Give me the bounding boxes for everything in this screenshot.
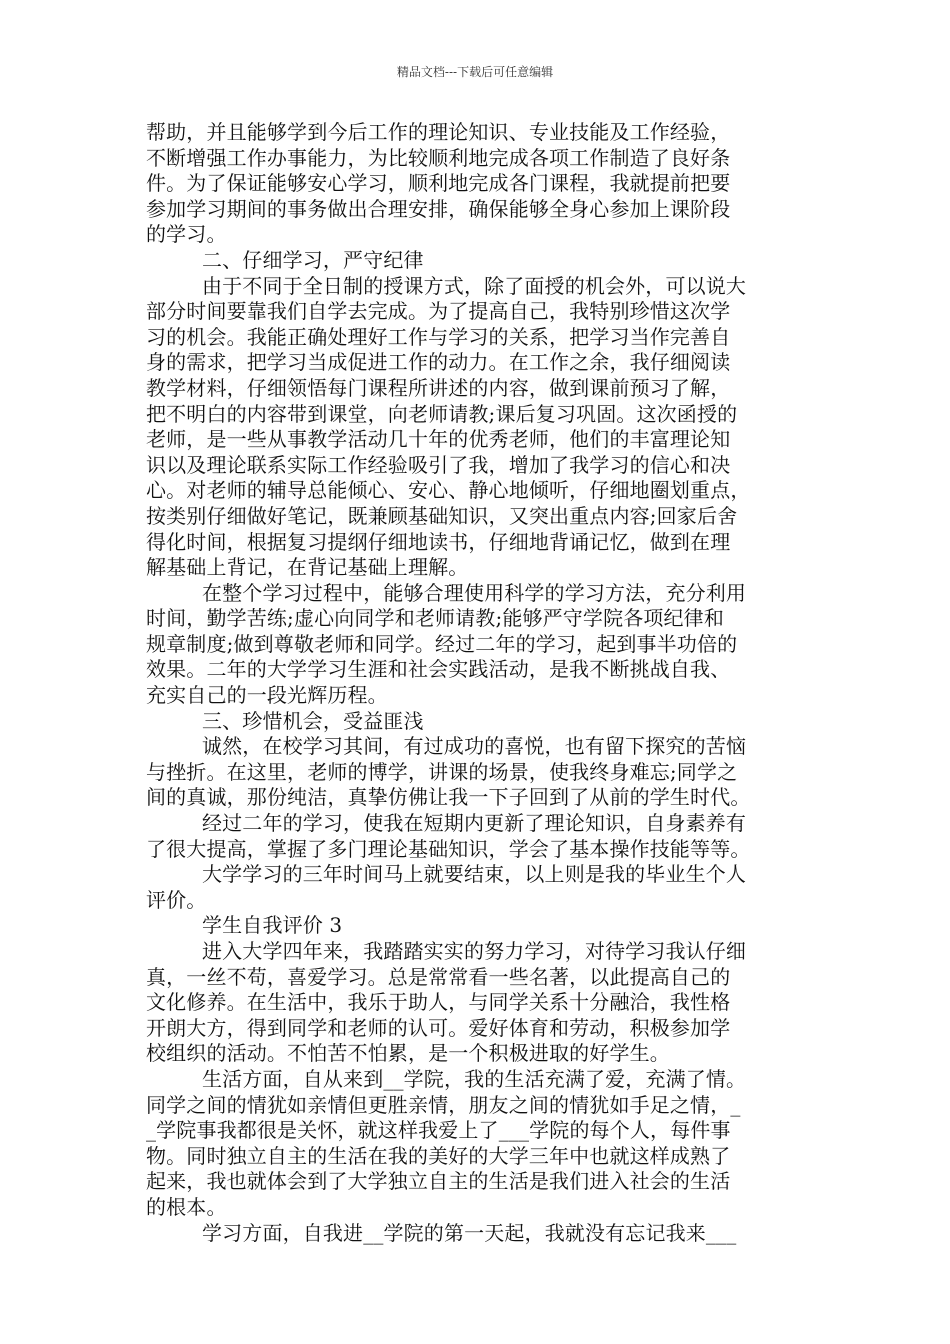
text-line: 大学学习的三年时间马上就要结束，以上则是我的毕业生个人 (202, 862, 747, 887)
text-line: 诚然，在校学习其间，有过成功的喜悦，也有留下探究的苦恼 (202, 734, 747, 759)
text-line: 进入大学四年来，我踏踏实实的努力学习，对待学习我认仔细 (202, 939, 747, 963)
text-line: 在整个学习过程中，能够合理使用科学的学习方法，充分利用 (202, 580, 747, 605)
text-line: 解基础上背记，在背记基础上理解。 (146, 555, 469, 580)
text-line: 识以及理论联系实际工作经验吸引了我，增加了我学习的信心和决 (146, 452, 731, 477)
page-header: 精品文档---下载后可任意编辑 (396, 65, 554, 79)
text-line: 规章制度;做到尊敬老师和同学。经过二年的学习，起到事半功倍的 (146, 631, 738, 656)
text-line: 充实自己的一段光辉历程。 (146, 683, 388, 708)
text-line: 二、仔细学习，严守纪律 (202, 247, 424, 272)
text-line: 件。为了保证能够安心学习，顺利地完成各门课程，我就提前把要 (146, 171, 731, 196)
text-line: 老师，是一些从事教学活动几十年的优秀老师，他们的丰富理论知 (146, 427, 731, 452)
text-line: 校组织的活动。不怕苦不怕累，是一个积极进取的好学生。 (146, 1041, 670, 1066)
text-line: 效果。二年的大学学习生涯和社会实践活动，是我不断挑战自我、 (146, 657, 731, 682)
text-line: 心。对老师的辅导总能倾心、安心、静心地倾听，仔细地圈划重点， (146, 478, 751, 503)
text-line: 帮助，并且能够学到今后工作的理论知识、专业技能及工作经验， (146, 120, 731, 144)
text-line: 间的真诚，那份纯洁，真挚仿佛让我一下子回到了从前的学生时代。 (146, 785, 751, 810)
text-line: 把不明白的内容带到课堂，向老师请教;课后复习巩固。这次函授的 (146, 401, 738, 426)
text-line: 起来，我也就体会到了大学独立自主的生活是我们进入社会的生活 (146, 1169, 731, 1194)
text-line: 由于不同于全日制的授课方式，除了面授的机会外，可以说大 (202, 273, 747, 298)
text-line: 习的机会。我能正确处理好工作与学习的关系，把学习当作完善自 (146, 324, 731, 349)
text-line: 参加学习期间的事务做出合理安排，确保能够全身心参加上课阶段 (146, 196, 731, 221)
text-line: 物。同时独立自主的生活在我的美好的大学三年中也就这样成熟了 (146, 1143, 731, 1168)
text-line: _学院事我都很是关怀，就这样我爱上了___学院的每个人，每件事 (146, 1118, 731, 1143)
text-line: 经过二年的学习，使我在短期内更新了理论知识，自身素养有 (202, 811, 747, 836)
text-line: 部分时间要靠我们自学去完成。为了提高自己，我特别珍惜这次学 (146, 299, 731, 324)
text-line: 得化时间，根据复习提纲仔细地读书，仔细地背诵记忆，做到在理 (146, 529, 731, 554)
text-line: 按类别仔细做好笔记，既兼顾基础知识，又突出重点内容;回家后舍 (146, 503, 738, 528)
text-line: 的根本。 (146, 1194, 227, 1219)
text-line: 与挫折。在这里，老师的博学，讲课的场景，使我终身难忘;同学之 (146, 759, 738, 784)
text-line: 开朗大方，得到同学和老师的认可。爱好体育和劳动，积极参加学 (146, 1015, 731, 1040)
text-line: 学生自我评价 3 (202, 913, 343, 938)
text-line: 时间，勤学苦练;虚心向同学和老师请教;能够严守学院各项纪律和 (146, 606, 724, 631)
text-line: 学习方面，自我进__学院的第一天起，我就没有忘记我来___ (202, 1220, 737, 1245)
text-line: 评价。 (146, 887, 207, 912)
text-line: 文化修养。在生活中，我乐于助人，与同学关系十分融洽，我性格 (146, 990, 731, 1015)
text-line: 同学之间的情犹如亲情但更胜亲情，朋友之间的情犹如手足之情，_ (146, 1092, 741, 1117)
text-line: 的学习。 (146, 222, 227, 247)
text-line: 生活方面，自从来到__学院，我的生活充满了爱，充满了情。 (202, 1066, 747, 1091)
text-line: 不断增强工作办事能力，为比较顺利地完成各项工作制造了良好条 (146, 145, 731, 170)
document-body (146, 120, 820, 1246)
text-line: 身的需求，把学习当成促进工作的动力。在工作之余，我仔细阅读 (146, 350, 731, 375)
text-line: 三、珍惜机会，受益匪浅 (202, 708, 424, 733)
text-line: 教学材料，仔细领悟每门课程所讲述的内容，做到课前预习了解， (146, 375, 731, 400)
text-line: 真，一丝不苟，喜爱学习。总是常常看一些名著，以此提高自己的 (146, 964, 731, 989)
text-line: 了很大提高，掌握了多门理论基础知识，学会了基本操作技能等等。 (146, 836, 751, 861)
